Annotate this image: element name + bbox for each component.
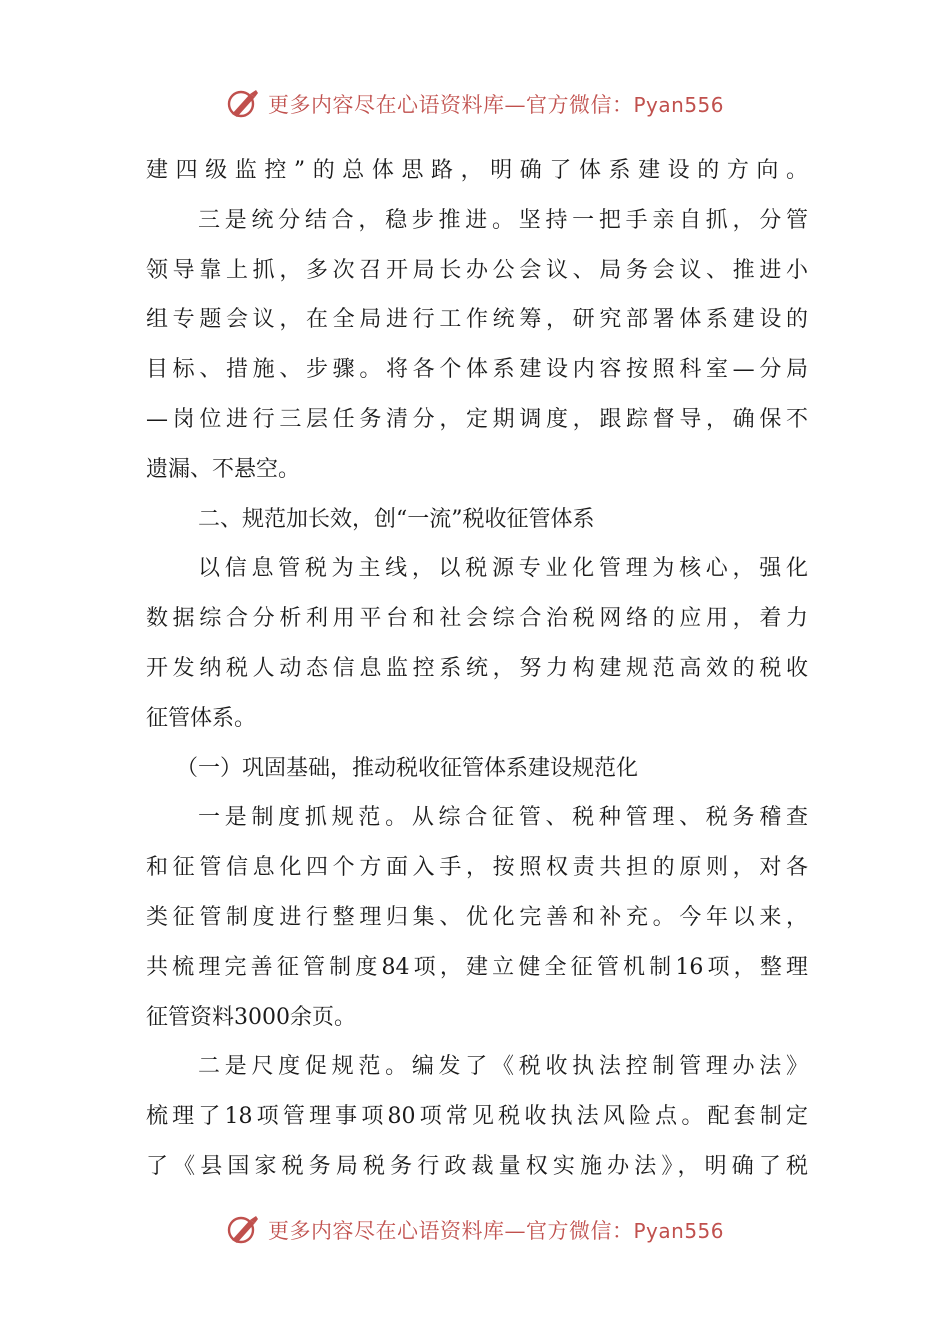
text-line: 组专题会议，在全局进行工作统筹，研究部署体系建设的 [146, 307, 808, 333]
text-line: 和征管信息化四个方面入手，按照权责共担的原则，对各 [146, 855, 808, 881]
text-line: 梳理了18项管理事项80项常见税收执法风险点。配套制定 [146, 1104, 808, 1130]
header-watermark [0, 84, 950, 124]
text-line: 以信息管税为主线，以税源专业化管理为核心，强化 [198, 556, 808, 582]
text-line: 征管资料3000余页。 [146, 1004, 356, 1030]
text-line: 遗漏、不悬空。 [146, 456, 301, 482]
text-line: 二是尺度促规范。编发了《税收执法控制管理办法》 [198, 1054, 808, 1080]
watermark-text: 更多内容尽在心语资料库—官方微信：Pyan556 [267, 93, 724, 117]
text-line: 类征管制度进行整理归集、优化完善和补充。今年以来， [146, 904, 808, 930]
document-body [146, 146, 808, 1192]
text-line: 了《县国家税务局税务行政裁量权实施办法》，明确了税 [146, 1153, 808, 1179]
pen-circle-icon [226, 1214, 262, 1246]
subsection-heading: （一）巩固基础，推动税收征管体系建设规范化 [176, 755, 639, 781]
text-line: 数据综合分析利用平台和社会综合治税网络的应用，着力 [146, 606, 808, 632]
footer-watermark [0, 1210, 950, 1250]
text-line: 目标、措施、步骤。将各个体系建设内容按照科室—分局 [146, 357, 808, 383]
pen-circle-icon [226, 88, 262, 120]
text-line: 开发纳税人动态信息监控系统，努力构建规范高效的税收 [146, 655, 808, 681]
text-line: —岗位进行三层任务清分，定期调度，跟踪督导，确保不 [146, 406, 808, 432]
text-line: 建四级监控”的总体思路，明确了体系建设的方向。 [146, 158, 808, 183]
watermark-text: 更多内容尽在心语资料库—官方微信：Pyan556 [267, 1219, 724, 1243]
text-line: 三是统分结合，稳步推进。坚持一把手亲自抓，分管 [198, 207, 808, 233]
text-line: 一是制度抓规范。从综合征管、税种管理、税务稽查 [198, 805, 808, 831]
section-heading: 二、规范加长效，创“一流”税收征管体系 [198, 506, 595, 532]
text-line: 征管体系。 [146, 705, 257, 731]
text-line: 共梳理完善征管制度84项，建立健全征管机制16项，整理 [146, 954, 808, 980]
text-line: 领导靠上抓，多次召开局长办公会议、局务会议、推进小 [146, 257, 808, 283]
